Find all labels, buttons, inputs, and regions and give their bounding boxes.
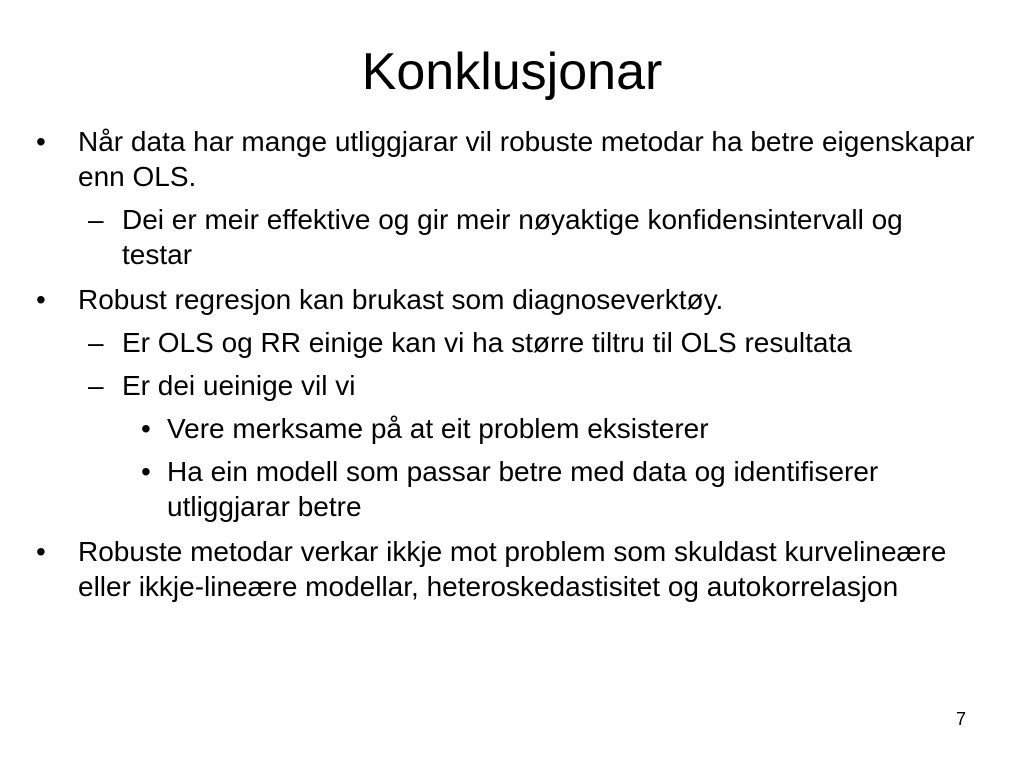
sub-bullet-text: Dei er meir effektive og gir meir nøyaktige konfidensintervall og testar xyxy=(122,204,903,270)
sub-sub-bullet-item xyxy=(141,454,967,524)
sub-bullet-item xyxy=(88,202,962,272)
bullet-text: Robuste metodar verkar ikkje mot problem som skuldast kurvelineære eller ikkje-lineære modellar, heteroskedastisitet og autokorrelasjon xyxy=(78,536,947,602)
bullet-marker: • xyxy=(141,413,151,444)
bullet-marker: • xyxy=(141,456,151,487)
sub-bullet-item xyxy=(88,368,962,403)
dash-marker: – xyxy=(88,327,104,358)
sub-bullet-text: Er dei ueinige vil vi xyxy=(122,370,356,401)
sub-sub-bullet-text: Ha ein modell som passar betre med data og identifiserer utliggjarar betre xyxy=(167,456,879,522)
sub-sub-bullet-item xyxy=(141,411,967,446)
bullet-item xyxy=(36,534,978,604)
sub-bullet-item xyxy=(88,325,962,360)
sub-sub-bullet-text: Vere merksame på at eit problem eksisterer xyxy=(167,413,709,444)
slide-title: Konklusjonar xyxy=(361,43,663,101)
bullet-item xyxy=(36,282,978,317)
bullet-marker: • xyxy=(36,536,46,567)
slide-content xyxy=(0,124,1024,604)
bullet-text: Når data har mange utliggjarar vil robuste metodar ha betre eigenskapar enn OLS. xyxy=(78,126,975,192)
bullet-text: Robust regresjon kan brukast som diagnoseverktøy. xyxy=(78,284,724,315)
slide-number: 7 xyxy=(955,709,966,729)
dash-marker: – xyxy=(88,204,104,235)
bullet-marker: • xyxy=(36,284,46,315)
sub-bullet-text: Er OLS og RR einige kan vi ha større tiltru til OLS resultata xyxy=(122,327,852,358)
bullet-item xyxy=(36,124,978,194)
bullet-marker: • xyxy=(36,126,46,157)
dash-marker: – xyxy=(88,370,104,401)
